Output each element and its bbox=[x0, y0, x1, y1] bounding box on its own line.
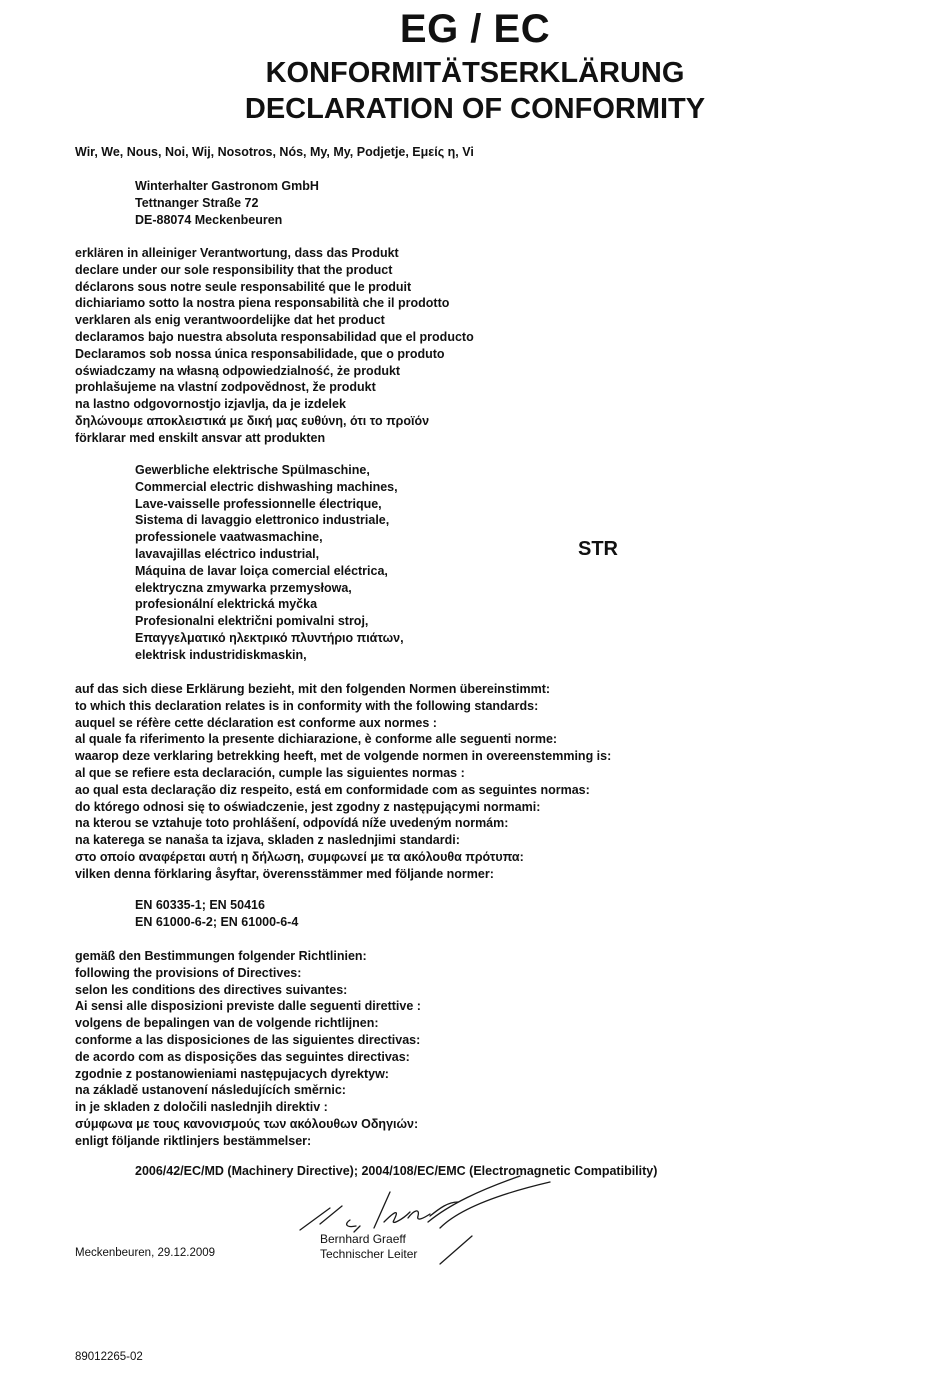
product-line: elektrisk industridiskmaskin, bbox=[135, 647, 307, 662]
manufacturer-name: Winterhalter Gastronom GmbH bbox=[135, 179, 319, 193]
declaration-line: δηλώνουμε αποκλειστικά με δική μας ευθύνη, ότι το προϊόν bbox=[75, 413, 430, 428]
product-line: Επαγγελματικό ηλεκτρικό πλυντήριο πιάτων, bbox=[135, 630, 404, 645]
declaration-line: na lastno odgovornostjo izjavlja, da je izdelek bbox=[75, 397, 346, 412]
product-line: elektryczna zmywarka przemysłowa, bbox=[135, 580, 352, 595]
directives-intro-line: zgodnie z postanowieniami następujacych dyrektyw: bbox=[75, 1066, 389, 1081]
product-line: Sistema di lavaggio elettronico industriale, bbox=[135, 513, 390, 528]
document-subtitle-de: KONFORMITÄTSERKLÄRUNG bbox=[265, 57, 685, 89]
standards-intro-line: na katerega se nanaša ta izjava, skladen z naslednjimi standardi: bbox=[75, 833, 460, 848]
standards-intro-block bbox=[75, 681, 611, 883]
standards-intro-line: στο οποίο αναφέρεται αυτή η δήλωση, συμφωνεί με τα ακόλουθα πρότυπα: bbox=[75, 849, 524, 864]
manufacturer-city: DE-88074 Meckenbeuren bbox=[135, 212, 283, 227]
declaration-line: Declaramos sob nossa única responsabilidade, que o produto bbox=[75, 346, 445, 361]
declaration-line: declaramos bajo nuestra absoluta responsabilidad que el producto bbox=[75, 329, 474, 344]
directives-intro-line: σύμφωνα με τους κανονισμούς των ακόλουθων Οδηγιών: bbox=[75, 1116, 419, 1131]
directives-intro-line: de acordo com as disposições das seguintes directivas: bbox=[75, 1049, 410, 1064]
standards-intro-line: waarop deze verklaring betrekking heeft, met de volgende normen in overeenstemming is: bbox=[75, 749, 612, 764]
directives-intro-line: selon les conditions des directives suivantes: bbox=[75, 982, 348, 997]
declaration-line: verklaren als enig verantwoordelijke dat het product bbox=[75, 313, 385, 328]
declaration-line: förklarar med enskilt ansvar att produkten bbox=[75, 430, 326, 445]
declaration-line: déclarons sous notre seule responsabilité que le produit bbox=[75, 279, 412, 294]
standard-item: EN 61000-6-2; EN 61000-6-4 bbox=[135, 914, 299, 929]
declaration-line: oświadczamy na własną odpowiedzialność, że produkt bbox=[75, 363, 401, 378]
directives-list: 2006/42/EC/MD (Machinery Directive); 2004/108/EC/EMC (Electromagnetic Compatibility) bbox=[135, 1164, 658, 1178]
directives-intro-line: following the provisions of Directives: bbox=[75, 965, 302, 980]
standards-list bbox=[135, 897, 298, 931]
place-and-date: Meckenbeuren, 29.12.2009 bbox=[75, 1247, 216, 1259]
declaration-line: prohlašujeme na vlastní zodpovědnost, že produkt bbox=[75, 380, 376, 395]
directives-intro-block bbox=[75, 948, 421, 1150]
standards-intro-line: do którego odnosi się to oświadczenie, jest zgodny z następującymi normami: bbox=[75, 799, 541, 814]
standards-intro-line: na kterou se vztahuje toto prohlášení, odpovídá níže uvedeným normám: bbox=[75, 816, 509, 831]
product-line: lavavajillas eléctrico industrial, bbox=[135, 546, 320, 561]
directives-intro-line: in je skladen z določili naslednjih direktiv : bbox=[75, 1100, 328, 1115]
directives-intro-line: conforme a las disposiciones de las siguientes directivas: bbox=[75, 1032, 421, 1047]
product-description-block bbox=[135, 462, 404, 664]
directives-intro-line: enligt följande riktlinjers bestämmelser: bbox=[75, 1133, 312, 1148]
manufacturer-street: Tettnanger Straße 72 bbox=[135, 195, 259, 210]
standard-item: EN 60335-1; EN 50416 bbox=[135, 898, 265, 912]
standards-intro-line: al quale fa riferimento la presente dichiarazione, è conforme alle seguenti norme: bbox=[75, 732, 558, 747]
declaration-line: declare under our sole responsibility that the product bbox=[75, 262, 393, 277]
declaration-line: erklären in alleiniger Verantwortung, dass das Produkt bbox=[75, 246, 399, 260]
standards-intro-line: auf das sich diese Erklärung bezieht, mit den folgenden Normen übereinstimmt: bbox=[75, 682, 551, 696]
standards-intro-line: auquel se réfère cette déclaration est conforme aux normes : bbox=[75, 715, 437, 730]
signer-block bbox=[320, 1232, 417, 1262]
manufacturer-address bbox=[135, 178, 319, 228]
product-line: Commercial electric dishwashing machines, bbox=[135, 479, 398, 494]
document-number: 89012265-02 bbox=[75, 1351, 143, 1363]
declaration-line: dichiariamo sotto la nostra piena responsabilità che il prodotto bbox=[75, 296, 450, 311]
product-line: Gewerbliche elektrische Spülmaschine, bbox=[135, 463, 370, 477]
directives-intro-line: gemäß den Bestimmungen folgender Richtlinien: bbox=[75, 949, 367, 963]
directives-intro-line: Ai sensi alle disposizioni previste dalle seguenti direttive : bbox=[75, 999, 421, 1014]
product-line: Lave-vaisselle professionnelle électrique, bbox=[135, 496, 382, 511]
directives-intro-line: na základě ustanovení následujících směrnic: bbox=[75, 1083, 346, 1098]
declaration-block bbox=[75, 245, 474, 447]
directives-intro-line: volgens de bepalingen van de volgende richtlijnen: bbox=[75, 1016, 379, 1031]
product-line: Máquina de lavar loiça comercial eléctrica, bbox=[135, 563, 388, 578]
product-line: professionele vaatwasmachine, bbox=[135, 530, 323, 545]
standards-intro-line: al que se refiere esta declaración, cumple las siguientes normas : bbox=[75, 765, 465, 780]
signer-name: Bernhard Graeff bbox=[320, 1232, 406, 1246]
signer-role: Technischer Leiter bbox=[320, 1247, 418, 1261]
product-model: STR bbox=[578, 538, 618, 560]
standards-intro-line: vilken denna förklaring åsyftar, överensstämmer med följande normer: bbox=[75, 866, 494, 881]
standards-intro-line: ao qual esta declaração diz respeito, está em conformidade com as seguintes normas: bbox=[75, 782, 590, 797]
standards-intro-line: to which this declaration relates is in conformity with the following standards: bbox=[75, 698, 539, 713]
document-subtitle-en: DECLARATION OF CONFORMITY bbox=[244, 93, 706, 125]
product-line: Profesionalni električni pomivalni stroj, bbox=[135, 614, 369, 629]
document-title: EG / EC bbox=[399, 7, 551, 51]
product-line: profesionální elektrická myčka bbox=[135, 597, 318, 612]
we-line: Wir, We, Nous, Noi, Wij, Nosotros, Nós, My, My, Podjetje, Εμείς η, Vi bbox=[75, 145, 474, 159]
